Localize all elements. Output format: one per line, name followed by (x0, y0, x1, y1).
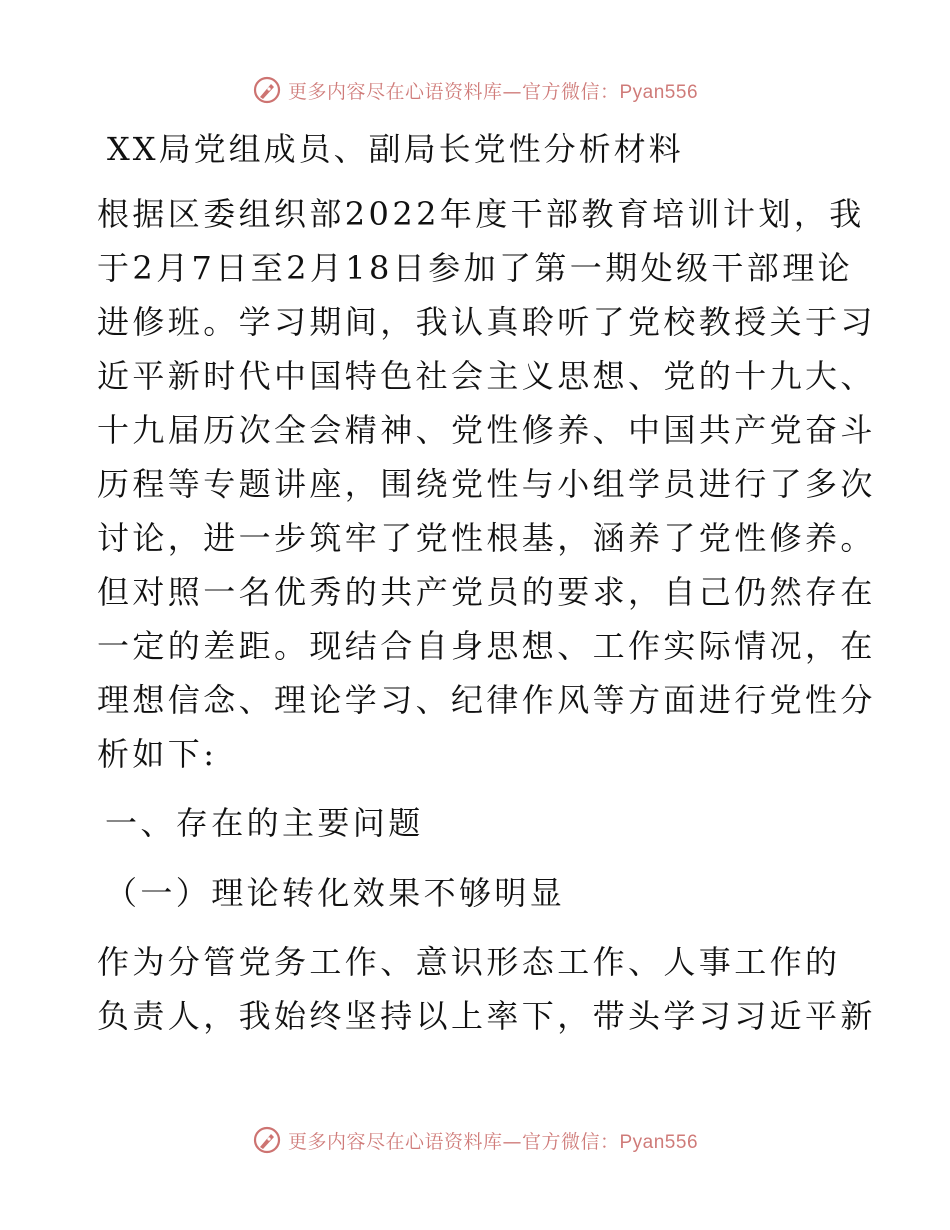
text-line: 历程等专题讲座，围绕党性与小组学员进行了多次 (97, 465, 876, 503)
body-paragraph (97, 935, 876, 1043)
pen-nib-logo-icon (252, 75, 282, 105)
watermark-wechat-id: Pyan556 (619, 81, 699, 103)
watermark-text: 更多内容尽在心语资料库—官方微信：Pyan556 (287, 80, 699, 103)
text-line: 一定的差距。现结合自身思想、工作实际情况，在 (97, 627, 876, 665)
subsection-heading: （一）理论转化效果不够明显 (105, 874, 566, 912)
intro-paragraph (97, 187, 876, 781)
document-title: XX局党组成员、副局长党性分析材料 (107, 130, 684, 168)
pen-nib-logo-icon (252, 1125, 282, 1155)
text-line: 进修班。学习期间，我认真聆听了党校教授关于习 (97, 303, 876, 341)
text-line: 讨论，进一步筑牢了党性根基，涵养了党性修养。 (97, 519, 876, 557)
watermark-footer (0, 1122, 950, 1158)
text-line: 近平新时代中国特色社会主义思想、党的十九大、 (97, 357, 876, 395)
watermark-text: 更多内容尽在心语资料库—官方微信：Pyan556 (287, 1130, 699, 1153)
section-heading: 一、存在的主要问题 (105, 804, 424, 842)
text-line: 十九届历次全会精神、党性修养、中国共产党奋斗 (97, 411, 876, 449)
text-line: 根据区委组织部2022年度干部教育培训计划，我 (97, 195, 865, 233)
text-line: 负责人，我始终坚持以上率下，带头学习习近平新 (97, 997, 876, 1035)
text-line: 但对照一名优秀的共产党员的要求，自己仍然存在 (97, 573, 876, 611)
watermark-header (0, 72, 950, 108)
text-line: 作为分管党务工作、意识形态工作、人事工作的 (97, 943, 841, 981)
watermark-wechat-id: Pyan556 (619, 1131, 699, 1153)
text-line: 理想信念、理论学习、纪律作风等方面进行党性分 (97, 681, 876, 719)
text-line: 于2月7日至2月18日参加了第一期处级干部理论 (97, 249, 853, 287)
document-body (97, 121, 876, 1043)
text-line: 析如下: (97, 735, 218, 773)
